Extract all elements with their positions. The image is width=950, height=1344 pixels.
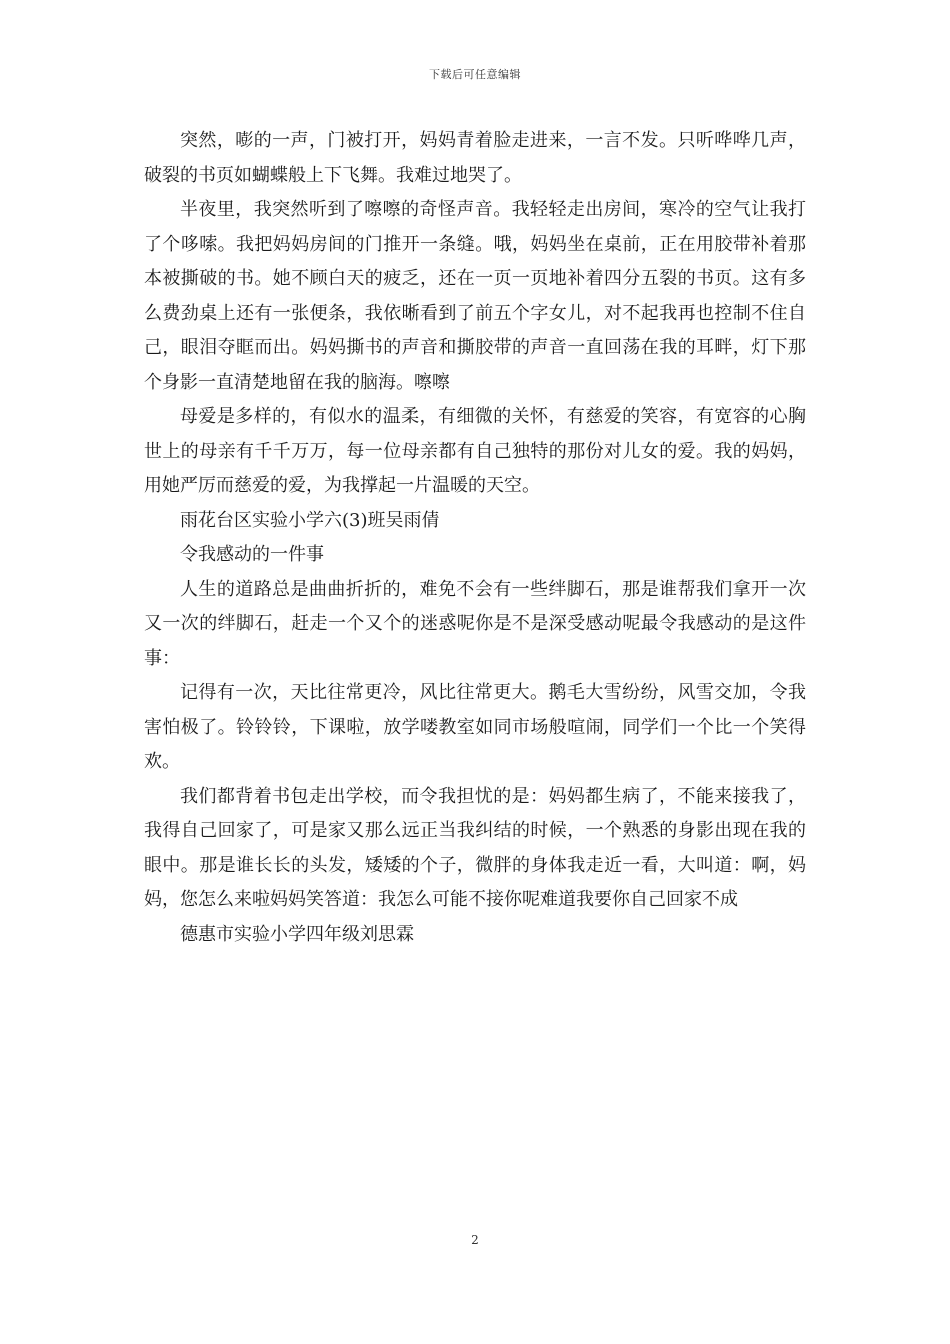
author-line-1: 雨花台区实验小学六(3)班吴雨倩 xyxy=(180,509,440,531)
essay-title: 令我感动的一件事 xyxy=(180,544,324,565)
page-number: 2 xyxy=(471,1233,479,1247)
paragraph-3: 母爱是多样的，有似水的温柔，有细微的关怀，有慈爱的笑容，有宽容的心胸世上的母亲有千千万万，每一位母亲都有自己独特的那份对儿女的爱。我的妈妈，用她严厉而慈爱的爱，为我撑起一片温暖的天空。 xyxy=(144,406,806,496)
author-line-2: 德惠市实验小学四年级刘思霖 xyxy=(180,923,414,945)
paragraph-5: 记得有一次，天比往常更冷，风比往常更大。鹅毛大雪纷纷，风雪交加，令我害怕极了。铃铃铃，下课啦，放学喽教室如同市场般喧闹，同学们一个比一个笑得欢。 xyxy=(144,682,806,772)
paragraph-2: 半夜里，我突然听到了嚓嚓的奇怪声音。我轻轻走出房间，寒冷的空气让我打了个哆嗦。我把妈妈房间的门推开一条缝。哦，妈妈坐在桌前，正在用胶带补着那本被撕破的书。她不顾白天的疲乏，还在一页一页地补着四分五裂的书页。这有多么费劲桌上还有一张便条，我依晰看到了前五个字女儿，对不起我再也控制不住自己，眼泪夺眶而出。妈妈撕书的声音和撕胶带的声音一直回荡在我的耳畔，灯下那个身影一直清楚地留在我的脑海。嚓嚓 xyxy=(144,199,806,393)
paragraph-1: 突然，嘭的一声，门被打开，妈妈青着脸走进来，一言不发。只听哗哗几声，破裂的书页如蝴蝶般上下飞舞。我难过地哭了。 xyxy=(144,130,806,186)
paragraph-4: 人生的道路总是曲曲折折的，难免不会有一些绊脚石，那是谁帮我们拿开一次又一次的绊脚石，赶走一个又个的迷惑呢你是不是深受感动呢最令我感动的是这件事： xyxy=(144,578,806,669)
page-header: 下载后可任意编辑 xyxy=(429,68,521,81)
paragraph-6: 我们都背着书包走出学校，而令我担忧的是：妈妈都生病了，不能来接我了，我得自己回家了，可是家又那么远正当我纠结的时候，一个熟悉的身影出现在我的眼中。那是谁长长的头发，矮矮的个子，微胖的身体我走近一看，大叫道：啊，妈妈，您怎么来啦妈妈笑答道：我怎么可能不接你呢难道我要你自己回家不成 xyxy=(144,785,806,910)
document-body xyxy=(144,124,806,952)
